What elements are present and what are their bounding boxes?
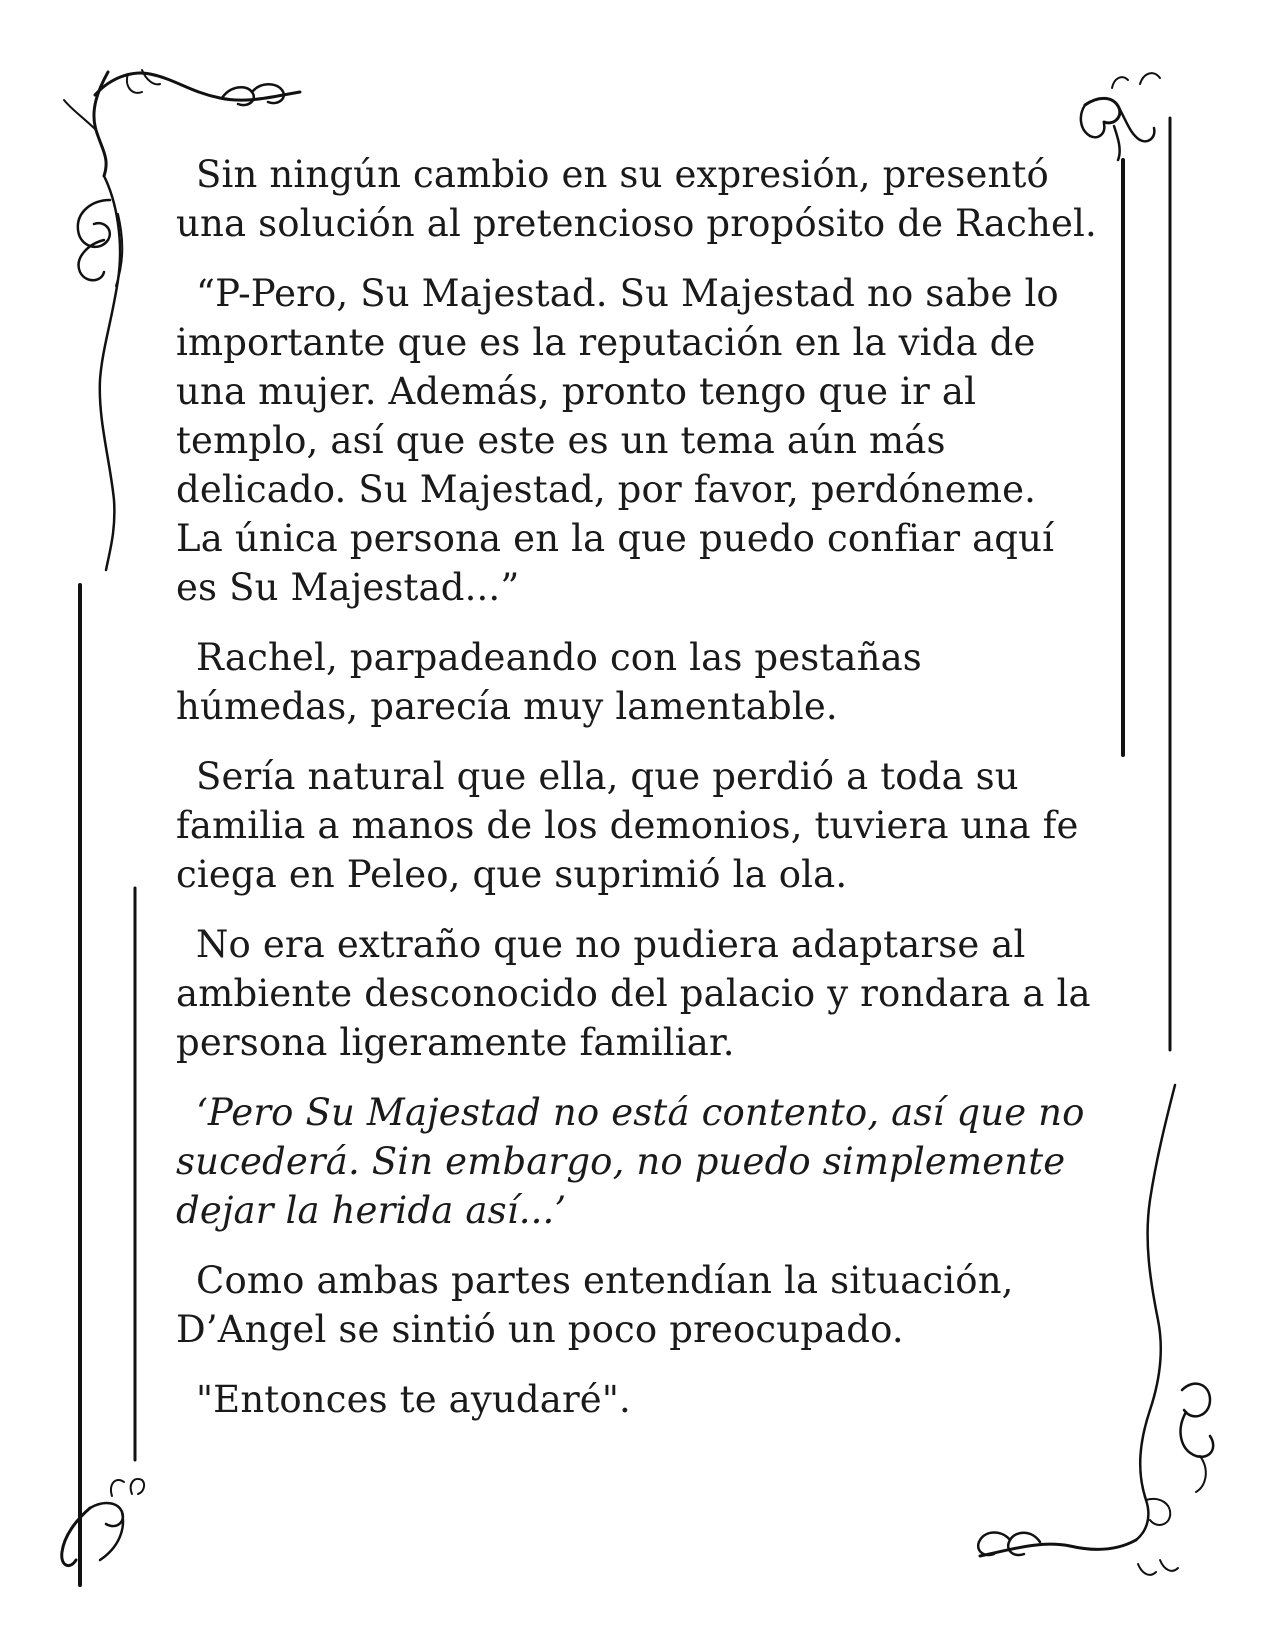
right-border-lines (1123, 118, 1170, 1050)
paragraph-7: Como ambas partes entendían la situación, D’Angel se sintió un poco preocupado. (176, 1259, 1014, 1351)
bottom-left-flourish-icon (62, 1479, 144, 1566)
story-text (176, 150, 1111, 1445)
paragraph-4: Sería natural que ella, que perdió a toda su familia a manos de los demonios, tuviera una fe ciega en Peleo, que suprimió la ola. (176, 755, 1079, 896)
paragraph-3: Rachel, parpadeando con las pestañas húmedas, parecía muy lamentable. (176, 636, 922, 728)
paragraph-8: "Entonces te ayudaré". (196, 1378, 631, 1421)
top-right-flourish-icon (1081, 73, 1160, 160)
paragraph-6-thought: ‘Pero Su Majestad no está contento, así que no sucederá. Sin embargo, no puedo simplemente dejar la herida así...’ (176, 1091, 1085, 1232)
paragraph-2: “P-Pero, Su Majestad. Su Majestad no sabe lo importante que es la reputación en la vida de una mujer. Además, pronto tengo que ir al templo, así que este es un tema aún más delicado. Su Majestad, por favor, perdóneme. La única persona en la que puedo confiar aquí es Su Majestad...” (176, 272, 1059, 609)
paragraph-1: Sin ningún cambio en su expresión, presentó una solución al pretencioso propósito de Rachel. (176, 153, 1097, 245)
left-border-lines (80, 585, 135, 1585)
paragraph-5: No era extraño que no pudiera adaptarse al ambiente desconocido del palacio y rondara a la persona ligeramente familiar. (176, 923, 1091, 1064)
